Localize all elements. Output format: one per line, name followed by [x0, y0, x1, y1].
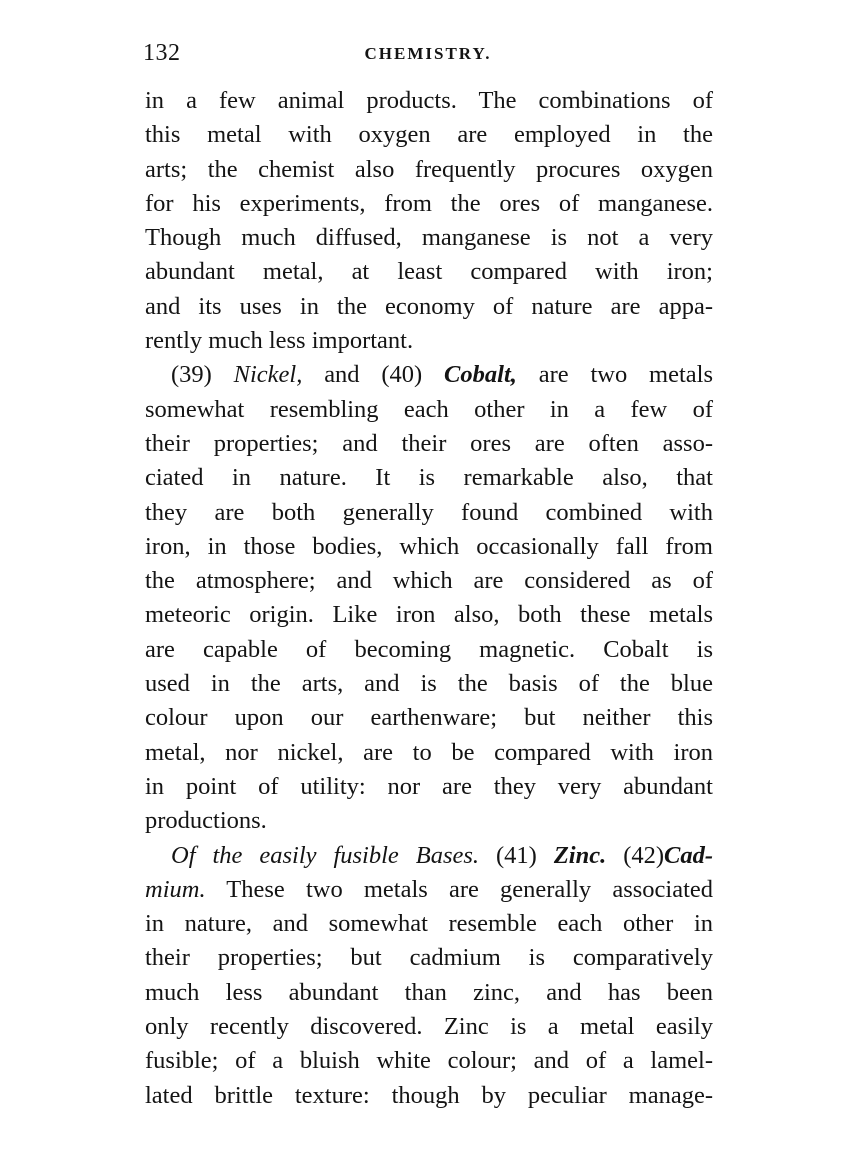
text-line: meteoric origin. Like iron also, both these metals — [145, 601, 713, 629]
text-fragment: These two metals are generally associated — [226, 875, 713, 903]
text-line: metal, nor nickel, are to be compared with iron — [145, 738, 713, 766]
text-line: rently much less important. — [145, 327, 414, 355]
item-number: (40) — [381, 361, 423, 389]
text-line: in nature, and somewhat resemble each other in — [145, 910, 713, 938]
section-heading: Of the easily fusible Bases. — [171, 841, 480, 869]
body-text — [145, 84, 713, 1113]
text-line: this metal with oxygen are employed in the — [145, 121, 713, 149]
text-line — [145, 873, 713, 907]
text-line: are capable of becoming magnetic. Cobalt is — [145, 635, 713, 663]
element-name-zinc: Zinc. — [553, 841, 607, 869]
text-line: much less abundant than zinc, and has been — [145, 978, 713, 1006]
text-line: iron, in those bodies, which occasionally fall from — [145, 532, 713, 560]
text-line: abundant metal, at least compared with iron; — [145, 258, 713, 286]
element-name-nickel: Nickel, — [233, 361, 303, 389]
text-fragment: are two metals — [538, 361, 713, 389]
element-name-cadmium: mium. — [145, 875, 206, 903]
running-title: CHEMISTRY. — [364, 44, 492, 63]
item-number: (41) — [496, 841, 537, 869]
item-number: (42) — [623, 841, 665, 869]
text-line: somewhat resembling each other in a few of — [145, 395, 713, 423]
text-line: used in the arts, and is the basis of the blue — [145, 670, 713, 698]
page-number: 132 — [143, 40, 181, 66]
element-name-cadmium: Cad- — [664, 841, 714, 869]
element-name-cobalt: Cobalt, — [444, 361, 517, 389]
item-number: (39) — [171, 361, 212, 389]
text-line: the atmosphere; and which are considered as of — [145, 567, 713, 595]
text-line: Though much diffused, manganese is not a very — [145, 224, 713, 252]
text-line: productions. — [145, 807, 267, 835]
text-line: lated brittle texture: though by peculiar manage- — [145, 1081, 713, 1109]
paragraph-nickel-cobalt — [145, 358, 713, 838]
page-header — [143, 40, 713, 70]
text-line: their properties; but cadmium is comparatively — [145, 944, 713, 972]
text-line: ciated in nature. It is remarkable also, that — [145, 464, 713, 492]
text-line: their properties; and their ores are often asso- — [145, 429, 713, 457]
paragraph-manganese — [145, 84, 713, 358]
text-line: fusible; of a bluish white colour; and of a lamel- — [145, 1047, 713, 1075]
text-line: arts; the chemist also frequently procures oxygen — [145, 155, 713, 183]
text-line — [145, 358, 713, 392]
text-line: only recently discovered. Zinc is a metal easily — [145, 1013, 713, 1041]
paragraph-zinc-cadmium — [145, 839, 713, 1113]
text-line: colour upon our earthenware; but neither this — [145, 704, 713, 732]
text-line — [145, 839, 713, 873]
text-line: and its uses in the economy of nature are appa- — [145, 292, 713, 320]
text-line: for his experiments, from the ores of manganese. — [145, 189, 713, 217]
text-line: they are both generally found combined with — [145, 498, 713, 526]
text-line: in a few animal products. The combinations of — [145, 87, 713, 114]
text-fragment: and — [324, 361, 360, 389]
text-line: in point of utility: nor are they very abundant — [145, 772, 713, 800]
